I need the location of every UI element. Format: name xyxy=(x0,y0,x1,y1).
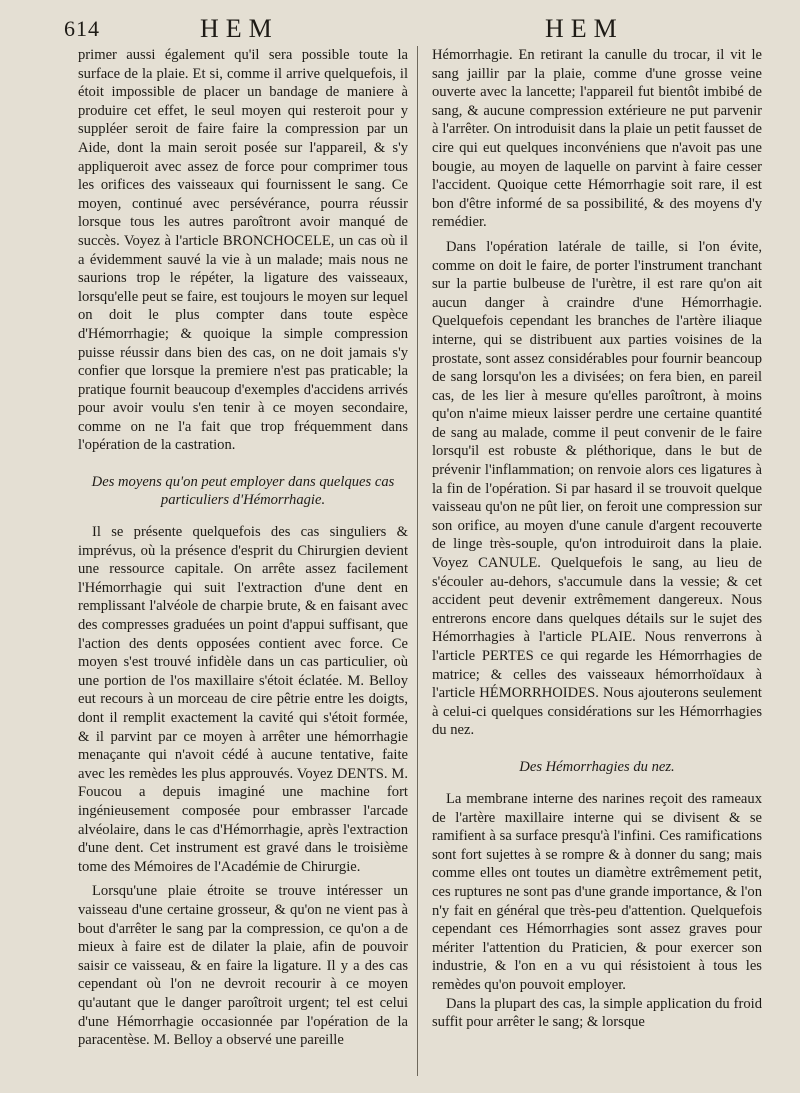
paragraph: La membrane interne des narines reçoit des rameaux de l'artère maxillaire interne qui se divisent & se ramifient à sa surface presqu'à l'infini. Ces ramifications sont fort sujettes à se rompre & à donner du sang; mais comme elles ont toutes un diamètre extrêmement petit, ces ruptures ne sont pas d'une grande importance, & l'on n'y fait en général que très-peu d'attention. Quelquefois cependant ces Hémorrhagies sont assez graves pour mériter l'attention du Praticien, & pour exercer son industrie, & l'on en a vu qui résistoient à tous les remèdes qu'on pouvoit employer. xyxy=(432,790,762,993)
page-number: 614 xyxy=(64,16,100,41)
left-column xyxy=(78,46,408,1050)
paragraph: Dans la plupart des cas, la simple application du froid suffit pour arrêter le sang; & lorsque xyxy=(432,995,762,1031)
section-title: Des Hémorrhagies du nez. xyxy=(519,758,675,775)
paragraph: Il se présente quelquefois des cas singuliers & imprévus, où la présence d'esprit du Chirurgien devient une ressource capitale. On arrête assez facilement l'Hémorrhagie qui suit l'extraction d'une dent en remplissant l'alvéole de charpie brute, & en faisant avec des compresses graduées un point d'appui suffisant, que l'action des dents opposées contient avec force. Ce moyen s'est trouvé infidèle dans un cas particulier, où une portion de l'os maxillaire s'étoit éclatée. M. Belloy eut recours à un morceau de cire pêtrie entre les doigts, dont il remplit exactement la cavité qui s'étoit formée, & il parvint par ce moyen à arrêter une hémorrhagie menaçante qui n'avoit cédé à aucune tentative, faite avec les remèdes les plus approuvés. Voyez DENTS. M. Foucou a depuis imaginé une machine fort ingénieusement composée pour embrasser l'arcade alvéolaire, dans le cas d'Hémorrhagie, après l'extraction d'une dent. Cet instrument est gravé dans le troisième tome des Mémoires de l'Académie de Chirurgie. xyxy=(78,524,408,875)
section-title: Des moyens qu'on peut employer dans quelques cas particuliers d'Hémorrhagie. xyxy=(91,474,395,509)
running-head-right: HEM xyxy=(545,14,624,43)
running-head-left: HEM xyxy=(200,14,279,43)
page-header xyxy=(0,14,800,42)
paragraph: Hémorrhagie. En retirant la canulle du trocar, il vit le sang jaillir par la plaie, comme d'une grosse veine ouverte avec la lancette; l'appareil fut bientôt imbibé de sang, & aucune compression extérieure ne put parvenir à l'arrêter. On introduisit dans la plaie un petit fausset de cire qui eut quelques inconvéniens que n'avoit pas une bougie, au moyen de laquelle on parvint à faire cesser l'accident. Quoique cette Hémorrhagie soit rare, il est bon d'être informé de sa possibilité, & des moyens d'y remédier. xyxy=(432,47,762,231)
right-column xyxy=(432,46,762,1032)
paragraph: Lorsqu'une plaie étroite se trouve intéresser un vaisseau d'une certaine grosseur, & qu'on ne vient pas à bout d'arrêter le sang par la compression, ce qu'on a de mieux à faire est de dilater la plaie, afin de pouvoir saisir ce vaisseau, & en faire la ligature. Il y a des cas cependant où l'on ne devroit recourir à ce moyen qu'autant que le danger paroîtroit urgent; tel est celui d'une Hémorrhagie occasionnée par l'opération de la paracentèse. M. Belloy a observé une pareille xyxy=(78,883,408,1049)
column-divider xyxy=(417,46,418,1076)
paragraph: primer aussi également qu'il sera possible toute la surface de la plaie. Et si, comme il arrive quelquefois, il étoit impossible de placer un bandage de maniere à produire cet effet, le seul moyen qui resteroit pour y suppléer seroit de faire faire la compression par un Aide, dont la main seroit posée sur l'appareil, & s'y appliqueroit avec assez de force pour comprimer tous les orifices des vaisseaux qui fournissent le sang. Ce moyen, continué avec persévérance, pourra réussir lorsque tous les autres paroîtront avoir manqué de succès. Voyez à l'article BRONCHOCELE, un cas où il a évidemment sauvé la vie à un malade; mais nous ne saurions trop le répéter, la ligature des vaisseaux, lorsqu'elle peut se faire, est toujours le moyen sur lequel on doit le plus compter dans toute espèce d'Hémorrhagie; & quoique la simple compression puisse réussir dans bien des cas, on ne doit jamais s'y confier que lorsque la premiere n'est pas praticable; la pratique fournit beaucoup d'exemples d'accidens arrivés pour avoir voulu s'en tenir à ce moyen secondaire, comme on ne l'a fait que trop fréquemment dans l'opération de la castration. xyxy=(78,47,408,454)
paragraph: Dans l'opération latérale de taille, si l'on évite, comme on doit le faire, de porter l'instrument tranchant sur la partie bulbeuse de l'urètre, il est rare qu'on ait aucun danger à craindre d'une Hémorrhagie. Quelquefois cependant les branches de l'artère iliaque interne, qui se distribuent aux parties voisines de la prostate, sont assez considérables pour fournir beancoup de sang lorsqu'on les a divisées; on fera bien, en pareil cas, de les lier à mesure qu'elles paroîtront, à moins qu'on n'aime mieux laisser perdre une certaine quantité de sang au malade, comme il peut convenir de le faire lorsqu'il est robuste & pléthorique, dans le but de prévenir l'inflammation; on renvoie alors ces ligatures à la fin de l'opération. Si par hasard il se trouvoit quelque vaisseau qu'on ne pût lier, on feroit une compression sur son orifice, au moyen d'une canule d'argent recouverte de linge très-souple, qu'on introduiroit dans la plaie. Voyez CANULE. Quelquefois le sang, au lieu de s'écouler au-dehors, s'accumule dans la vessie; & cet accident peut devenir extrêmement dangereux. Nous entrerons encore dans quelques détails sur le sujet des Hémorrhagies à l'article PLAIE. Nous renverrons à l'article PERTES ce qui regarde les Hémorrhagies de matrice; & celles des vaisseaux hémorrhoïdaux à l'article HÉMORRHOIDES. Nous ajouterons seulement à celui-ci quelques considérations sur les Hémorrhagies du nez. xyxy=(432,238,762,739)
